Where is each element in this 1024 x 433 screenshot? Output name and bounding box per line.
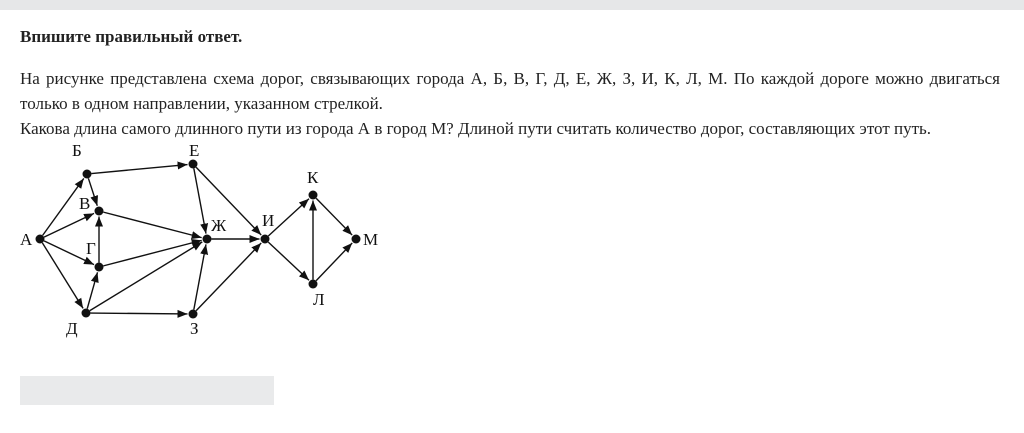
- edge-i-l: [268, 242, 309, 280]
- edge-z-i: [196, 243, 261, 311]
- city-node-k: [309, 191, 318, 200]
- city-node-d: [82, 309, 91, 318]
- edge-g-zh: [103, 240, 201, 265]
- city-label-l: Л: [313, 290, 325, 309]
- task-paragraph-1: На рисунке представлена схема дорог, связывающих города А, Б, В, Г, Д, Е, Ж, З, И, К, Л, М. По каждой дороге можно двигаться только в одном направлении, указанном стрелкой.: [20, 69, 1000, 113]
- task-text: [20, 66, 1000, 141]
- edge-b-e: [91, 165, 187, 174]
- edge-d-g: [87, 272, 97, 308]
- edge-e-zh: [194, 168, 206, 233]
- edge-a-v: [44, 213, 94, 237]
- city-node-v: [95, 207, 104, 216]
- city-node-i: [261, 235, 270, 244]
- city-label-d: Д: [66, 319, 78, 338]
- city-label-a: А: [20, 230, 33, 249]
- city-node-z: [189, 310, 198, 319]
- edge-z-zh: [194, 244, 206, 309]
- edge-l-m: [316, 243, 352, 281]
- edge-d-z: [90, 313, 187, 314]
- city-label-v: В: [79, 194, 91, 213]
- city-node-m: [352, 235, 361, 244]
- city-node-g: [95, 263, 104, 272]
- instruction-heading: Впишите правильный ответ.: [20, 27, 243, 46]
- city-label-b: Б: [72, 141, 82, 160]
- city-node-zh: [203, 235, 212, 244]
- edge-v-zh: [103, 212, 201, 237]
- city-node-b: [83, 170, 92, 179]
- top-bar: [0, 0, 1024, 10]
- edge-a-d: [42, 243, 83, 309]
- city-label-z: З: [190, 319, 199, 338]
- city-label-k: К: [307, 168, 319, 187]
- city-label-e: Е: [189, 141, 200, 160]
- edge-e-i: [196, 167, 261, 235]
- city-label-g: Г: [86, 239, 96, 258]
- city-node-l: [309, 280, 318, 289]
- answer-input[interactable]: [20, 376, 274, 405]
- city-node-a: [36, 235, 45, 244]
- edge-a-b: [43, 178, 84, 235]
- edge-d-zh: [90, 242, 202, 311]
- city-label-m: М: [363, 230, 379, 249]
- city-node-e: [189, 160, 198, 169]
- city-label-zh: Ж: [211, 216, 227, 235]
- edge-i-k: [268, 199, 309, 236]
- city-label-i: И: [262, 211, 275, 230]
- task-paragraph-2: Какова длина самого длинного пути из города А в город М? Длиной пути считать количество дорог, составляющих этот путь.: [20, 119, 932, 138]
- edge-k-m: [316, 198, 352, 235]
- road-graph: [0, 135, 420, 345]
